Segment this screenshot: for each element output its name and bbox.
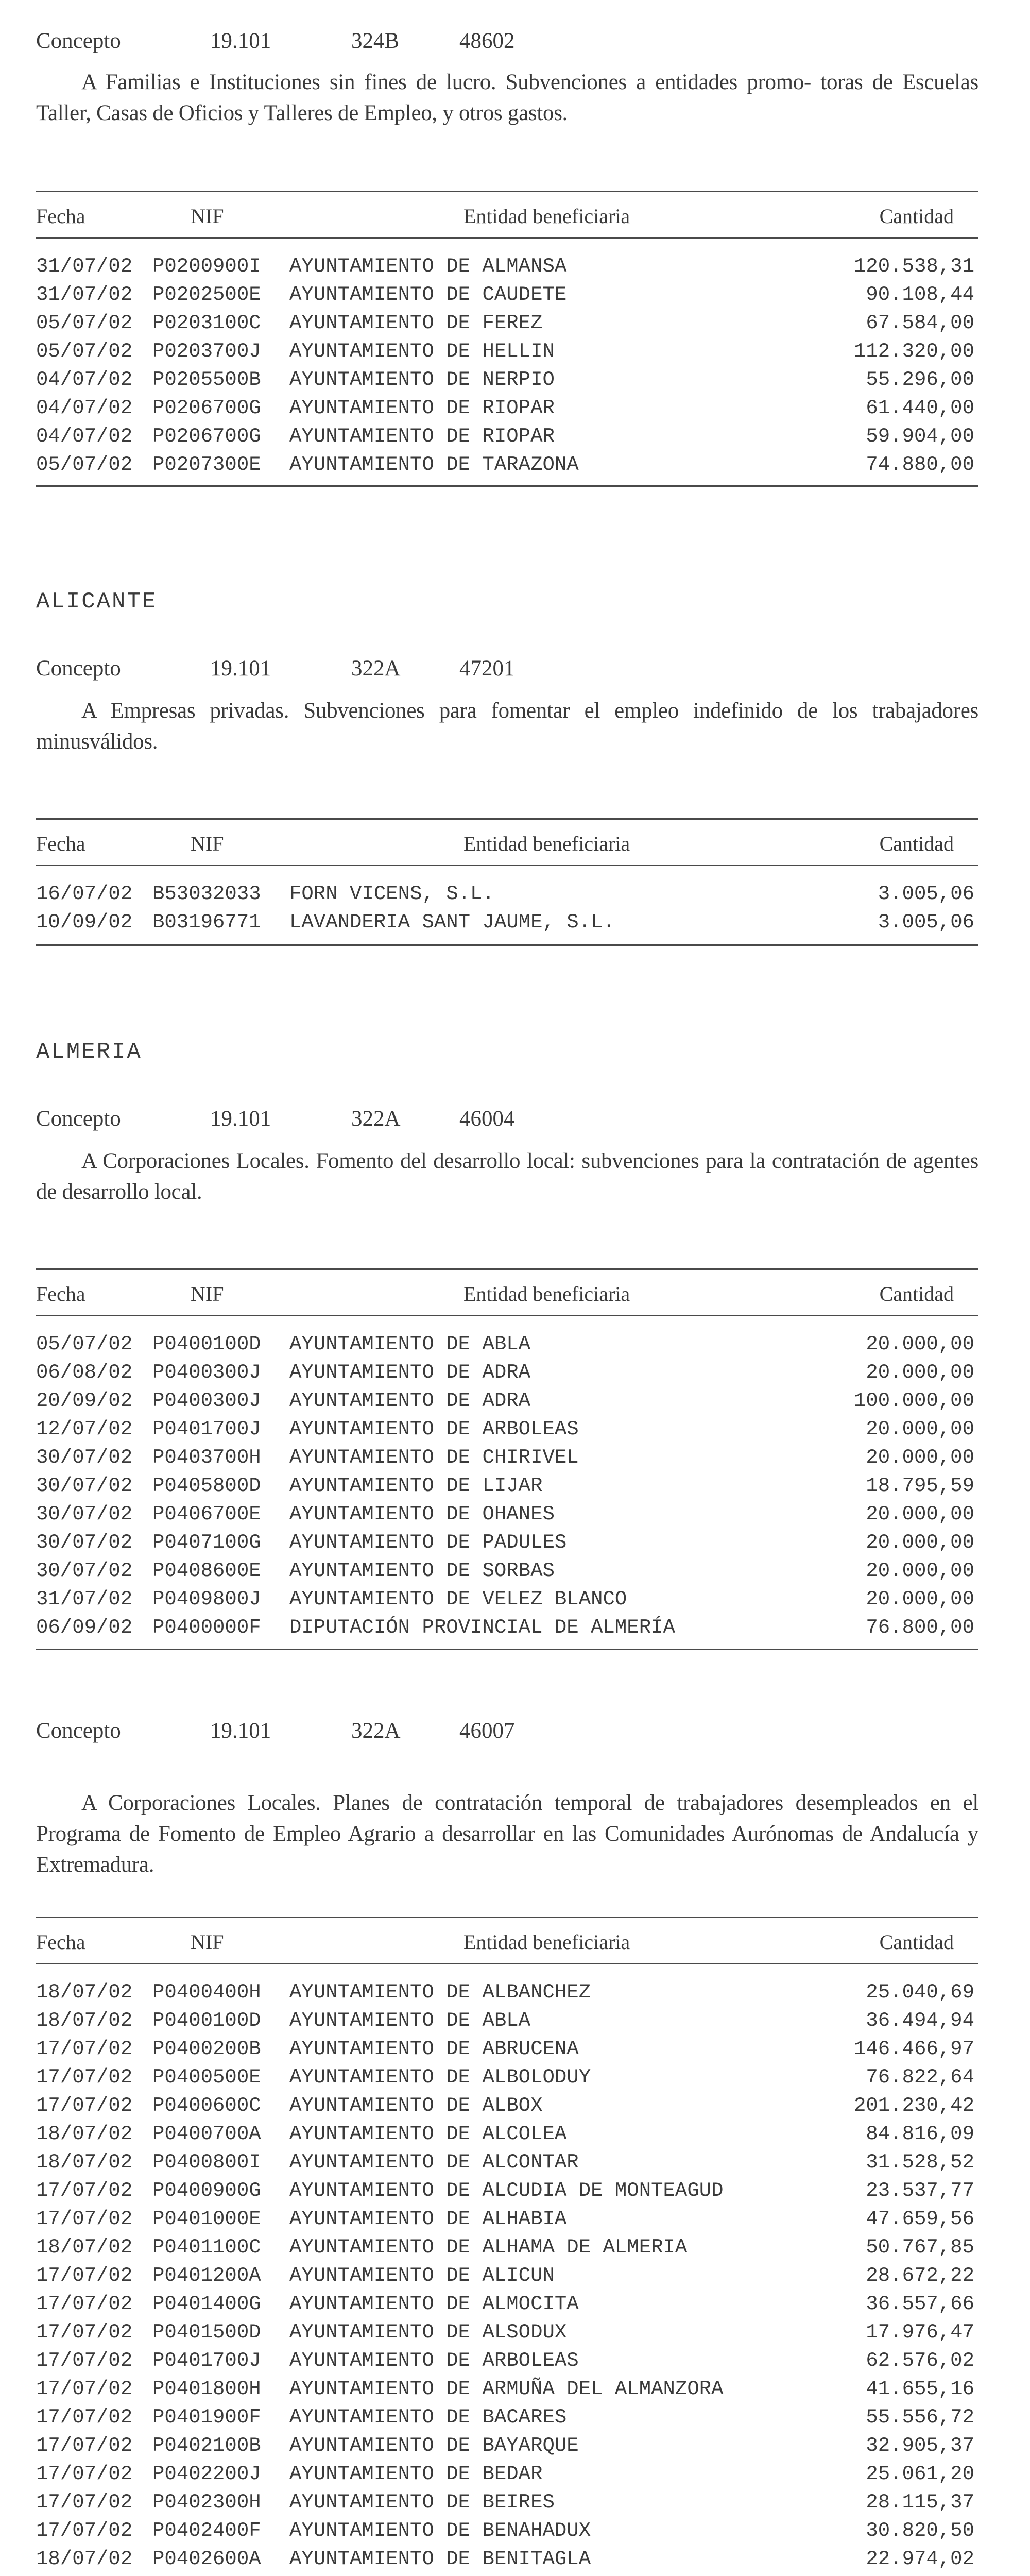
- header-nif: NIF: [191, 205, 224, 228]
- cell-fecha: 06/09/02: [36, 1616, 133, 1639]
- table-row: [36, 2347, 978, 2375]
- table-row: [36, 2092, 978, 2120]
- cell-entidad: AYUNTAMIENTO DE RIOPAR: [289, 425, 555, 448]
- table-header-rule: [36, 865, 978, 866]
- cell-entidad: AYUNTAMIENTO DE ABRUCENA: [289, 2038, 579, 2060]
- concepto-line: [36, 1716, 515, 1747]
- cell-entidad: AYUNTAMIENTO DE ALHAMA DE ALMERIA: [289, 2236, 688, 2259]
- cell-entidad: AYUNTAMIENTO DE BENITAGLA: [289, 2548, 591, 2570]
- cell-cantidad: 41.655,16: [866, 2378, 974, 2400]
- table-row: [36, 2573, 978, 2576]
- table-row: [36, 2545, 978, 2573]
- cell-fecha: 17/07/02: [36, 2378, 133, 2400]
- cell-fecha: 17/07/02: [36, 2094, 133, 2117]
- cell-nif: P0401000E: [152, 2208, 261, 2230]
- cell-fecha: 17/07/02: [36, 2066, 133, 2089]
- header-cantidad: Cantidad: [879, 205, 954, 228]
- cell-nif: P0407100G: [152, 1531, 261, 1554]
- cell-fecha: 04/07/02: [36, 397, 133, 419]
- cell-nif: P0400800I: [152, 2151, 261, 2174]
- table-bottom-rule: [36, 944, 978, 946]
- table-row: [36, 2007, 978, 2035]
- cell-entidad: AYUNTAMIENTO DE CAUDETE: [289, 283, 567, 306]
- cell-entidad: AYUNTAMIENTO DE ARBOLEAS: [289, 1418, 579, 1440]
- cell-nif: P0401800H: [152, 2378, 261, 2400]
- cell-nif: P0400900G: [152, 2179, 261, 2202]
- header-nif: NIF: [191, 1282, 224, 1306]
- concepto-article-number: 46007: [459, 1719, 515, 1743]
- header-entidad: Entidad beneficiaria: [464, 1930, 630, 1954]
- cell-entidad: AYUNTAMIENTO DE CHIRIVEL: [289, 1446, 579, 1469]
- cell-cantidad: 100.000,00: [853, 1389, 974, 1412]
- cell-nif: P0401700J: [152, 2349, 261, 2372]
- cell-entidad: AYUNTAMIENTO DE ALHABIA: [289, 2208, 567, 2230]
- table-top-rule: [36, 1268, 978, 1270]
- table-row: [36, 1585, 978, 1614]
- cell-entidad: [289, 2573, 591, 2576]
- cell-cantidad: 20.000,00: [866, 1418, 974, 1440]
- table-row: [36, 2063, 978, 2092]
- cell-entidad: AYUNTAMIENTO DE ABLA: [289, 2009, 531, 2032]
- cell-nif: P0409800J: [152, 1588, 261, 1611]
- cell-cantidad: 20.000,00: [866, 1560, 974, 1582]
- cell-cantidad: 28.672,22: [866, 2264, 974, 2287]
- table-row: [36, 1387, 978, 1415]
- cell-entidad: FORN VICENS, S.L.: [289, 883, 494, 905]
- table-row: [36, 2120, 978, 2148]
- header-entidad: Entidad beneficiaria: [464, 205, 630, 228]
- cell-fecha: 18/07/02: [36, 2123, 133, 2145]
- cell-fecha: 18/07/02: [36, 2548, 133, 2570]
- cell-entidad: AYUNTAMIENTO DE BEIRES: [289, 2491, 555, 2514]
- cell-fecha: 30/07/02: [36, 1531, 133, 1554]
- cell-entidad: AYUNTAMIENTO DE BEDAR: [289, 2463, 543, 2485]
- cell-nif: B53032033: [152, 883, 261, 905]
- table-row: [36, 252, 978, 281]
- table-row: [36, 1444, 978, 1472]
- cell-fecha: 30/07/02: [36, 1560, 133, 1582]
- cell-cantidad: 74.880,00: [866, 453, 974, 476]
- table-row: [36, 2290, 978, 2318]
- cell-cantidad: 55.556,72: [866, 2406, 974, 2429]
- table-row: [36, 2517, 978, 2545]
- concepto-label: Concepto: [36, 1719, 121, 1743]
- cell-fecha: [36, 2573, 132, 2576]
- cell-nif: P0401500D: [152, 2321, 261, 2344]
- cell-nif: P0400100D: [152, 2009, 261, 2032]
- table-header: [36, 1279, 978, 1310]
- table-row: [36, 1415, 978, 1444]
- cell-entidad: AYUNTAMIENTO DE ABLA: [289, 1333, 531, 1355]
- cell-nif: P0401400G: [152, 2293, 261, 2315]
- table-row: [36, 2318, 978, 2347]
- cell-cantidad: 3.005,06: [878, 911, 974, 934]
- cell-fecha: 18/07/02: [36, 2009, 133, 2032]
- cell-entidad: AYUNTAMIENTO DE ARBOLEAS: [289, 2349, 579, 2372]
- table-header-rule: [36, 237, 978, 239]
- table-row: [36, 2035, 978, 2063]
- cell-cantidad: 20.000,00: [866, 1333, 974, 1355]
- concepto-article-number: 48602: [459, 29, 515, 53]
- cell-entidad: DIPUTACIÓN PROVINCIAL DE ALMERÍA: [289, 1616, 675, 1639]
- cell-fecha: 05/07/02: [36, 453, 133, 476]
- cell-fecha: 17/07/02: [36, 2293, 133, 2315]
- cell-fecha: 31/07/02: [36, 1588, 133, 1611]
- cell-entidad: AYUNTAMIENTO DE LIJAR: [289, 1475, 543, 1497]
- cell-nif: P0400700A: [152, 2123, 261, 2145]
- cell-nif: P0200900I: [152, 255, 261, 278]
- concepto-label: Concepto: [36, 29, 121, 53]
- cell-cantidad: 20.000,00: [866, 1503, 974, 1526]
- province-heading: ALICANTE: [36, 589, 158, 615]
- cell-entidad: AYUNTAMIENTO DE VELEZ BLANCO: [289, 1588, 627, 1611]
- cell-cantidad: 67.584,00: [866, 312, 974, 334]
- cell-entidad: AYUNTAMIENTO DE NERPIO: [289, 368, 555, 391]
- cell-nif: P0401900F: [152, 2406, 261, 2429]
- table-bottom-rule: [36, 1649, 978, 1650]
- cell-entidad: AYUNTAMIENTO DE PADULES: [289, 1531, 567, 1554]
- table-row: [36, 1978, 978, 2007]
- header-nif: NIF: [191, 832, 224, 855]
- cell-fecha: 10/09/02: [36, 911, 133, 934]
- cell-fecha: 17/07/02: [36, 2491, 133, 2514]
- cell-cantidad: 112.320,00: [853, 340, 974, 363]
- cell-fecha: 12/07/02: [36, 1418, 133, 1440]
- cell-fecha: 04/07/02: [36, 425, 133, 448]
- cell-nif: [152, 2573, 261, 2576]
- table-row: [36, 1529, 978, 1557]
- concepto-label: Concepto: [36, 656, 121, 681]
- cell-cantidad: 32.905,37: [866, 2434, 974, 2457]
- concepto-article-number: 46004: [459, 1107, 515, 1131]
- cell-entidad: AYUNTAMIENTO DE ADRA: [289, 1389, 531, 1412]
- cell-entidad: AYUNTAMIENTO DE SORBAS: [289, 1560, 555, 1582]
- table-body: [36, 880, 978, 937]
- cell-fecha: 30/07/02: [36, 1503, 133, 1526]
- cell-cantidad: 3.005,06: [878, 883, 974, 905]
- concepto-program-number: 322A: [351, 1107, 401, 1131]
- cell-cantidad: 22.974,02: [866, 2548, 974, 2570]
- cell-fecha: 04/07/02: [36, 368, 133, 391]
- header-fecha: Fecha: [36, 1282, 85, 1306]
- cell-cantidad: 50.767,85: [866, 2236, 974, 2259]
- table-row: [36, 422, 978, 451]
- cell-cantidad: 25.061,20: [866, 2463, 974, 2485]
- table-top-rule: [36, 191, 978, 192]
- cell-nif: P0205500B: [152, 368, 261, 391]
- cell-nif: P0401700J: [152, 1418, 261, 1440]
- table-row: [36, 281, 978, 309]
- concepto-article-number: 47201: [459, 656, 515, 681]
- cell-cantidad: [866, 2573, 974, 2576]
- cell-fecha: 18/07/02: [36, 2151, 133, 2174]
- cell-fecha: 18/07/02: [36, 2236, 133, 2259]
- province-heading: ALMERIA: [36, 1039, 142, 1065]
- cell-cantidad: 25.040,69: [866, 1981, 974, 2004]
- cell-fecha: 17/07/02: [36, 2434, 133, 2457]
- cell-fecha: 17/07/02: [36, 2321, 133, 2344]
- cell-nif: P0202500E: [152, 283, 261, 306]
- table-row: [36, 309, 978, 337]
- cell-nif: P0402200J: [152, 2463, 261, 2485]
- cell-nif: P0405800D: [152, 1475, 261, 1497]
- cell-nif: P0400300J: [152, 1389, 261, 1412]
- cell-fecha: 17/07/02: [36, 2208, 133, 2230]
- cell-cantidad: 30.820,50: [866, 2519, 974, 2542]
- cell-cantidad: 20.000,00: [866, 1531, 974, 1554]
- cell-entidad: AYUNTAMIENTO DE ALCOLEA: [289, 2123, 567, 2145]
- concepto-line: [36, 1104, 515, 1134]
- concepto-description: A Corporaciones Locales. Planes de contratación temporal de trabajadores desempleados en el Programa de Fomento de Empleo Agrario a desarrollar en las Comunidades Aurónomas de Andalucía y Extremadura.: [36, 1791, 978, 1877]
- cell-nif: P0400300J: [152, 1361, 261, 1384]
- cell-fecha: 31/07/02: [36, 283, 133, 306]
- cell-fecha: 17/07/02: [36, 2463, 133, 2485]
- cell-entidad: AYUNTAMIENTO DE ALMANSA: [289, 255, 567, 278]
- concepto-line: [36, 653, 515, 684]
- table-row: [36, 2148, 978, 2177]
- table-row: [36, 451, 978, 479]
- cell-entidad: AYUNTAMIENTO DE OHANES: [289, 1503, 555, 1526]
- cell-entidad: AYUNTAMIENTO DE BAYARQUE: [289, 2434, 579, 2457]
- cell-fecha: 18/07/02: [36, 1981, 133, 2004]
- cell-cantidad: 31.528,52: [866, 2151, 974, 2174]
- cell-fecha: 17/07/02: [36, 2349, 133, 2372]
- header-entidad: Entidad beneficiaria: [464, 1282, 630, 1306]
- header-cantidad: Cantidad: [879, 1930, 954, 1954]
- cell-nif: P0203100C: [152, 312, 261, 334]
- table-row: [36, 1472, 978, 1500]
- table-row: [36, 2233, 978, 2262]
- cell-fecha: 16/07/02: [36, 883, 133, 905]
- cell-cantidad: 20.000,00: [866, 1361, 974, 1384]
- cell-nif: P0206700G: [152, 397, 261, 419]
- cell-fecha: 05/07/02: [36, 340, 133, 363]
- cell-entidad: AYUNTAMIENTO DE ALSODUX: [289, 2321, 567, 2344]
- cell-fecha: 31/07/02: [36, 255, 133, 278]
- concepto-section-number: 19.101: [210, 656, 271, 681]
- cell-cantidad: 59.904,00: [866, 425, 974, 448]
- cell-nif: P0402600A: [152, 2548, 261, 2570]
- concepto-description: A Empresas privadas. Subvenciones para fomentar el empleo indefinido de los trabajadores minusválidos.: [36, 699, 978, 754]
- cell-cantidad: 20.000,00: [866, 1446, 974, 1469]
- cell-fecha: 05/07/02: [36, 312, 133, 334]
- header-fecha: Fecha: [36, 205, 85, 228]
- table-row: [36, 908, 978, 937]
- cell-fecha: 17/07/02: [36, 2038, 133, 2060]
- table-header: [36, 1927, 978, 1958]
- table-row: [36, 2205, 978, 2233]
- cell-nif: P0206700G: [152, 425, 261, 448]
- cell-fecha: 17/07/02: [36, 2264, 133, 2287]
- concepto-program-number: 322A: [351, 656, 401, 681]
- cell-nif: P0400200B: [152, 2038, 261, 2060]
- table-row: [36, 2460, 978, 2488]
- concepto-program-number: 322A: [351, 1719, 401, 1743]
- table-row: [36, 366, 978, 394]
- cell-fecha: 30/07/02: [36, 1446, 133, 1469]
- cell-nif: P0402100B: [152, 2434, 261, 2457]
- cell-entidad: AYUNTAMIENTO DE ALBANCHEZ: [289, 1981, 591, 2004]
- cell-cantidad: 146.466,97: [853, 2038, 974, 2060]
- cell-nif: P0402400F: [152, 2519, 261, 2542]
- header-fecha: Fecha: [36, 832, 85, 855]
- concepto-description: A Familias e Instituciones sin fines de lucro. Subvenciones a entidades promo- toras de Escuelas Taller, Casas de Oficios y Talleres de Empleo, y otros gastos.: [36, 70, 978, 125]
- cell-cantidad: 17.976,47: [866, 2321, 974, 2344]
- table-body: [36, 1978, 978, 2576]
- table-row: [36, 1330, 978, 1359]
- table-row: [36, 880, 978, 908]
- table-row: [36, 2375, 978, 2403]
- table-row: [36, 2403, 978, 2432]
- cell-nif: P0400100D: [152, 1333, 261, 1355]
- table-top-rule: [36, 818, 978, 820]
- header-cantidad: Cantidad: [879, 832, 954, 855]
- concepto-section-number: 19.101: [210, 1719, 271, 1743]
- table-row: [36, 2262, 978, 2290]
- cell-nif: P0207300E: [152, 453, 261, 476]
- concepto-line: [36, 26, 515, 57]
- cell-cantidad: 62.576,02: [866, 2349, 974, 2372]
- cell-entidad: AYUNTAMIENTO DE ALBOX: [289, 2094, 543, 2117]
- cell-nif: P0400000F: [152, 1616, 261, 1639]
- concepto-description: A Corporaciones Locales. Fomento del desarrollo local: subvenciones para la contratación de agentes de desarrollo local.: [36, 1149, 978, 1204]
- cell-cantidad: 76.822,64: [866, 2066, 974, 2089]
- cell-cantidad: 55.296,00: [866, 368, 974, 391]
- cell-entidad: AYUNTAMIENTO DE ALCONTAR: [289, 2151, 579, 2174]
- table-row: [36, 1557, 978, 1585]
- cell-cantidad: 18.795,59: [866, 1475, 974, 1497]
- cell-cantidad: 36.557,66: [866, 2293, 974, 2315]
- cell-cantidad: 28.115,37: [866, 2491, 974, 2514]
- table-header: [36, 828, 978, 859]
- cell-entidad: AYUNTAMIENTO DE TARAZONA: [289, 453, 579, 476]
- cell-nif: P0400500E: [152, 2066, 261, 2089]
- table-row: [36, 2432, 978, 2460]
- concepto-section-number: 19.101: [210, 1107, 271, 1131]
- concepto-program-number: 324B: [351, 29, 400, 53]
- cell-fecha: 17/07/02: [36, 2519, 133, 2542]
- table-row: [36, 1614, 978, 1642]
- table-row: [36, 394, 978, 422]
- table-body: [36, 1330, 978, 1642]
- cell-fecha: 30/07/02: [36, 1475, 133, 1497]
- table-top-rule: [36, 1917, 978, 1918]
- cell-nif: P0401100C: [152, 2236, 261, 2259]
- header-cantidad: Cantidad: [879, 1282, 954, 1306]
- cell-nif: P0402300H: [152, 2491, 261, 2514]
- cell-cantidad: 76.800,00: [866, 1616, 974, 1639]
- table-row: [36, 337, 978, 366]
- header-entidad: Entidad beneficiaria: [464, 832, 630, 855]
- cell-nif: P0406700E: [152, 1503, 261, 1526]
- cell-cantidad: 120.538,31: [853, 255, 974, 278]
- table-bottom-rule: [36, 485, 978, 487]
- cell-entidad: AYUNTAMIENTO DE ALBOLODUY: [289, 2066, 591, 2089]
- cell-entidad: AYUNTAMIENTO DE ARMUÑA DEL ALMANZORA: [289, 2378, 724, 2400]
- table-header-rule: [36, 1963, 978, 1964]
- table-header: [36, 201, 978, 232]
- cell-nif: P0400400H: [152, 1981, 261, 2004]
- cell-cantidad: 61.440,00: [866, 397, 974, 419]
- cell-fecha: 06/08/02: [36, 1361, 133, 1384]
- cell-cantidad: 36.494,94: [866, 2009, 974, 2032]
- cell-fecha: 17/07/02: [36, 2406, 133, 2429]
- header-nif: NIF: [191, 1930, 224, 1954]
- cell-cantidad: 201.230,42: [853, 2094, 974, 2117]
- cell-entidad: AYUNTAMIENTO DE ADRA: [289, 1361, 531, 1384]
- cell-cantidad: 23.537,77: [866, 2179, 974, 2202]
- table-header-rule: [36, 1315, 978, 1316]
- cell-cantidad: 90.108,44: [866, 283, 974, 306]
- cell-entidad: AYUNTAMIENTO DE ALICUN: [289, 2264, 555, 2287]
- cell-nif: P0408600E: [152, 1560, 261, 1582]
- cell-nif: B03196771: [152, 911, 261, 934]
- concepto-section-number: 19.101: [210, 29, 271, 53]
- cell-nif: P0401200A: [152, 2264, 261, 2287]
- table-row: [36, 2488, 978, 2517]
- cell-entidad: AYUNTAMIENTO DE BENAHADUX: [289, 2519, 591, 2542]
- cell-fecha: 17/07/02: [36, 2179, 133, 2202]
- header-fecha: Fecha: [36, 1930, 85, 1954]
- cell-fecha: 05/07/02: [36, 1333, 133, 1355]
- cell-nif: P0403700H: [152, 1446, 261, 1469]
- table-row: [36, 1500, 978, 1529]
- cell-fecha: 20/09/02: [36, 1389, 133, 1412]
- cell-cantidad: 20.000,00: [866, 1588, 974, 1611]
- table-row: [36, 1359, 978, 1387]
- cell-entidad: LAVANDERIA SANT JAUME, S.L.: [289, 911, 615, 934]
- cell-entidad: AYUNTAMIENTO DE HELLIN: [289, 340, 555, 363]
- cell-entidad: AYUNTAMIENTO DE FEREZ: [289, 312, 543, 334]
- cell-nif: P0400600C: [152, 2094, 261, 2117]
- table-row: [36, 2177, 978, 2205]
- table-body: [36, 252, 978, 479]
- cell-entidad: AYUNTAMIENTO DE RIOPAR: [289, 397, 555, 419]
- cell-cantidad: 47.659,56: [866, 2208, 974, 2230]
- cell-entidad: AYUNTAMIENTO DE ALCUDIA DE MONTEAGUD: [289, 2179, 724, 2202]
- cell-cantidad: 84.816,09: [866, 2123, 974, 2145]
- cell-nif: P0203700J: [152, 340, 261, 363]
- concepto-label: Concepto: [36, 1107, 121, 1131]
- cell-entidad: AYUNTAMIENTO DE ALMOCITA: [289, 2293, 579, 2315]
- cell-entidad: AYUNTAMIENTO DE BACARES: [289, 2406, 567, 2429]
